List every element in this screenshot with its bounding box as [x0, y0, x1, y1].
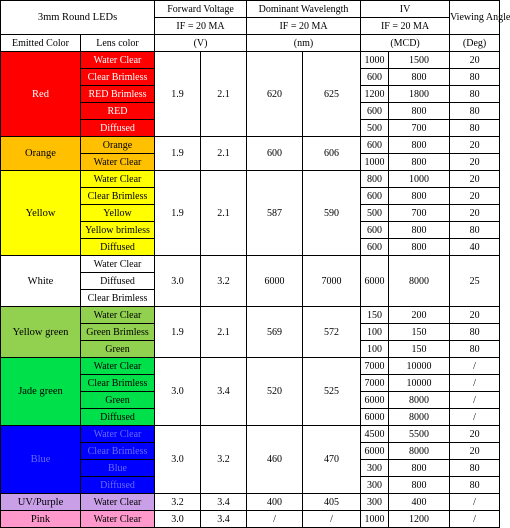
angle-cell: 20 [450, 188, 500, 205]
lens-color-cell: Water Clear [81, 511, 155, 528]
angle-cell: 20 [450, 307, 500, 324]
emitted-color-cell: White [1, 256, 81, 307]
emitted-color-cell: Yellow [1, 171, 81, 256]
iv-max-cell: 800 [389, 460, 450, 477]
table-row [1, 137, 500, 154]
emitted-color-cell: Pink [1, 511, 81, 528]
wl-min-cell: 620 [247, 52, 303, 137]
table-row [1, 426, 500, 443]
iv-min-cell: 600 [361, 239, 389, 256]
vf-min-cell: 3.0 [155, 256, 201, 307]
lens-color-cell: Water Clear [81, 171, 155, 188]
iv-max-cell: 800 [389, 222, 450, 239]
lens-color-cell: Green Brimless [81, 324, 155, 341]
lens-color-cell: Water Clear [81, 256, 155, 273]
unit-nm: (nm) [247, 35, 361, 52]
iv-min-cell: 7000 [361, 375, 389, 392]
table-row [1, 256, 500, 273]
wl-max-cell: 470 [303, 426, 361, 494]
vf-max-cell: 3.2 [201, 256, 247, 307]
angle-cell: 80 [450, 341, 500, 358]
wl-min-cell: / [247, 511, 303, 528]
wl-max-cell: / [303, 511, 361, 528]
table-row [1, 52, 500, 69]
table-body [1, 52, 500, 528]
iv-max-cell: 1800 [389, 86, 450, 103]
iv-max-cell: 700 [389, 120, 450, 137]
table-row [1, 307, 500, 324]
iv-max-cell: 1000 [389, 171, 450, 188]
iv-max-cell: 8000 [389, 443, 450, 460]
lens-color-cell: Diffused [81, 273, 155, 290]
lens-color-cell: Water Clear [81, 154, 155, 171]
iv-max-cell: 10000 [389, 375, 450, 392]
unit-v: (V) [155, 35, 247, 52]
wl-max-cell: 590 [303, 171, 361, 256]
angle-cell: 80 [450, 324, 500, 341]
iv-max-cell: 1200 [389, 511, 450, 528]
iv-min-cell: 6000 [361, 443, 389, 460]
iv-min-cell: 300 [361, 477, 389, 494]
iv-max-cell: 10000 [389, 358, 450, 375]
wl-min-cell: 400 [247, 494, 303, 511]
vf-max-cell: 2.1 [201, 307, 247, 358]
wl-min-cell: 520 [247, 358, 303, 426]
angle-cell: 80 [450, 477, 500, 494]
iv-min-cell: 1200 [361, 86, 389, 103]
emitted-color-cell: UV/Purple [1, 494, 81, 511]
angle-cell: 20 [450, 443, 500, 460]
iv-max-cell: 150 [389, 341, 450, 358]
vf-max-cell: 2.1 [201, 52, 247, 137]
angle-cell: 20 [450, 137, 500, 154]
dominant-wavelength-header: Dominant Wavelength [247, 1, 361, 18]
iv-min-cell: 1000 [361, 52, 389, 69]
iv-min-cell: 500 [361, 120, 389, 137]
iv-min-cell: 300 [361, 460, 389, 477]
wl-min-cell: 6000 [247, 256, 303, 307]
lens-color-cell: Green [81, 392, 155, 409]
iv-min-cell: 800 [361, 171, 389, 188]
fv-condition: IF = 20 MA [155, 18, 247, 35]
lens-color-cell: Water Clear [81, 52, 155, 69]
iv-max-cell: 800 [389, 188, 450, 205]
lens-color-cell: Green [81, 341, 155, 358]
wl-max-cell: 606 [303, 137, 361, 171]
lens-color-cell: Orange [81, 137, 155, 154]
unit-deg: (Deg) [450, 35, 500, 52]
vf-max-cell: 2.1 [201, 137, 247, 171]
angle-cell: 80 [450, 222, 500, 239]
emitted-color-cell: Orange [1, 137, 81, 171]
lens-color-cell: Diffused [81, 409, 155, 426]
vf-max-cell: 2.1 [201, 171, 247, 256]
vf-max-cell: 3.4 [201, 358, 247, 426]
wl-min-cell: 600 [247, 137, 303, 171]
iv-max-cell: 8000 [389, 256, 450, 307]
iv-max-cell: 800 [389, 154, 450, 171]
emitted-color-cell: Red [1, 52, 81, 137]
angle-cell: 80 [450, 86, 500, 103]
angle-cell: / [450, 409, 500, 426]
lens-color-cell: Yellow brimless [81, 222, 155, 239]
lens-color-cell: Clear Brimless [81, 443, 155, 460]
lens-color-cell: Yellow [81, 205, 155, 222]
vf-min-cell: 3.2 [155, 494, 201, 511]
iv-min-cell: 6000 [361, 256, 389, 307]
lens-color-cell: Clear Brimless [81, 69, 155, 86]
vf-min-cell: 3.0 [155, 426, 201, 494]
wl-min-cell: 587 [247, 171, 303, 256]
lens-color-cell: Blue [81, 460, 155, 477]
iv-header: IV [361, 1, 450, 18]
iv-min-cell: 600 [361, 137, 389, 154]
lens-color-cell: Water Clear [81, 358, 155, 375]
iv-min-cell: 6000 [361, 409, 389, 426]
iv-max-cell: 1500 [389, 52, 450, 69]
table-title: 3mm Round LEDs [1, 1, 155, 35]
angle-cell: 20 [450, 171, 500, 188]
wl-min-cell: 569 [247, 307, 303, 358]
iv-max-cell: 800 [389, 239, 450, 256]
vf-min-cell: 3.0 [155, 511, 201, 528]
iv-min-cell: 300 [361, 494, 389, 511]
vf-min-cell: 1.9 [155, 307, 201, 358]
angle-cell: / [450, 494, 500, 511]
dw-condition: IF = 20 MA [247, 18, 361, 35]
angle-cell: 20 [450, 52, 500, 69]
wl-max-cell: 572 [303, 307, 361, 358]
iv-max-cell: 150 [389, 324, 450, 341]
iv-max-cell: 800 [389, 477, 450, 494]
iv-condition: IF = 20 MA [361, 18, 450, 35]
wl-max-cell: 625 [303, 52, 361, 137]
emitted-color-cell: Jade green [1, 358, 81, 426]
lens-color-cell: Water Clear [81, 426, 155, 443]
iv-min-cell: 6000 [361, 392, 389, 409]
iv-min-cell: 600 [361, 69, 389, 86]
angle-cell: / [450, 511, 500, 528]
emitted-color-cell: Blue [1, 426, 81, 494]
lens-color-cell: RED Brimless [81, 86, 155, 103]
iv-min-cell: 600 [361, 222, 389, 239]
forward-voltage-header: Forward Voltage [155, 1, 247, 18]
iv-min-cell: 600 [361, 103, 389, 120]
iv-max-cell: 800 [389, 103, 450, 120]
angle-cell: 20 [450, 426, 500, 443]
iv-max-cell: 700 [389, 205, 450, 222]
vf-min-cell: 3.0 [155, 358, 201, 426]
iv-max-cell: 200 [389, 307, 450, 324]
vf-min-cell: 1.9 [155, 52, 201, 137]
lens-color-cell: Diffused [81, 239, 155, 256]
angle-cell: 20 [450, 154, 500, 171]
lens-color-header: Lens color [81, 35, 155, 52]
vf-min-cell: 1.9 [155, 171, 201, 256]
angle-cell: 80 [450, 120, 500, 137]
iv-min-cell: 100 [361, 341, 389, 358]
emitted-color-header: Emitted Color [1, 35, 81, 52]
angle-cell: / [450, 358, 500, 375]
vf-max-cell: 3.4 [201, 511, 247, 528]
wl-max-cell: 7000 [303, 256, 361, 307]
iv-min-cell: 100 [361, 324, 389, 341]
iv-max-cell: 5500 [389, 426, 450, 443]
wl-max-cell: 405 [303, 494, 361, 511]
iv-max-cell: 8000 [389, 409, 450, 426]
iv-min-cell: 4500 [361, 426, 389, 443]
angle-cell: / [450, 392, 500, 409]
lens-color-cell: Clear Brimless [81, 375, 155, 392]
emitted-color-cell: Yellow green [1, 307, 81, 358]
iv-min-cell: 1000 [361, 154, 389, 171]
angle-cell: 25 [450, 256, 500, 307]
vf-max-cell: 3.4 [201, 494, 247, 511]
table-row [1, 171, 500, 188]
lens-color-cell: Water Clear [81, 494, 155, 511]
wl-min-cell: 460 [247, 426, 303, 494]
viewing-angle-header: Viewing Angle [450, 1, 500, 35]
angle-cell: 80 [450, 103, 500, 120]
iv-min-cell: 500 [361, 205, 389, 222]
lens-color-cell: Clear Brimless [81, 290, 155, 307]
angle-cell: 80 [450, 69, 500, 86]
iv-max-cell: 400 [389, 494, 450, 511]
iv-max-cell: 800 [389, 137, 450, 154]
iv-min-cell: 150 [361, 307, 389, 324]
wl-max-cell: 525 [303, 358, 361, 426]
angle-cell: 20 [450, 205, 500, 222]
angle-cell: / [450, 375, 500, 392]
iv-max-cell: 800 [389, 69, 450, 86]
lens-color-cell: Water Clear [81, 307, 155, 324]
lens-color-cell: Clear Brimless [81, 188, 155, 205]
iv-max-cell: 8000 [389, 392, 450, 409]
angle-cell: 80 [450, 460, 500, 477]
iv-min-cell: 600 [361, 188, 389, 205]
table-row [1, 358, 500, 375]
lens-color-cell: Diffused [81, 477, 155, 494]
iv-min-cell: 1000 [361, 511, 389, 528]
table-row [1, 511, 500, 528]
vf-max-cell: 3.2 [201, 426, 247, 494]
unit-mcd: (MCD) [361, 35, 450, 52]
angle-cell: 40 [450, 239, 500, 256]
lens-color-cell: Diffused [81, 120, 155, 137]
table-row [1, 494, 500, 511]
vf-min-cell: 1.9 [155, 137, 201, 171]
lens-color-cell: RED [81, 103, 155, 120]
iv-min-cell: 7000 [361, 358, 389, 375]
